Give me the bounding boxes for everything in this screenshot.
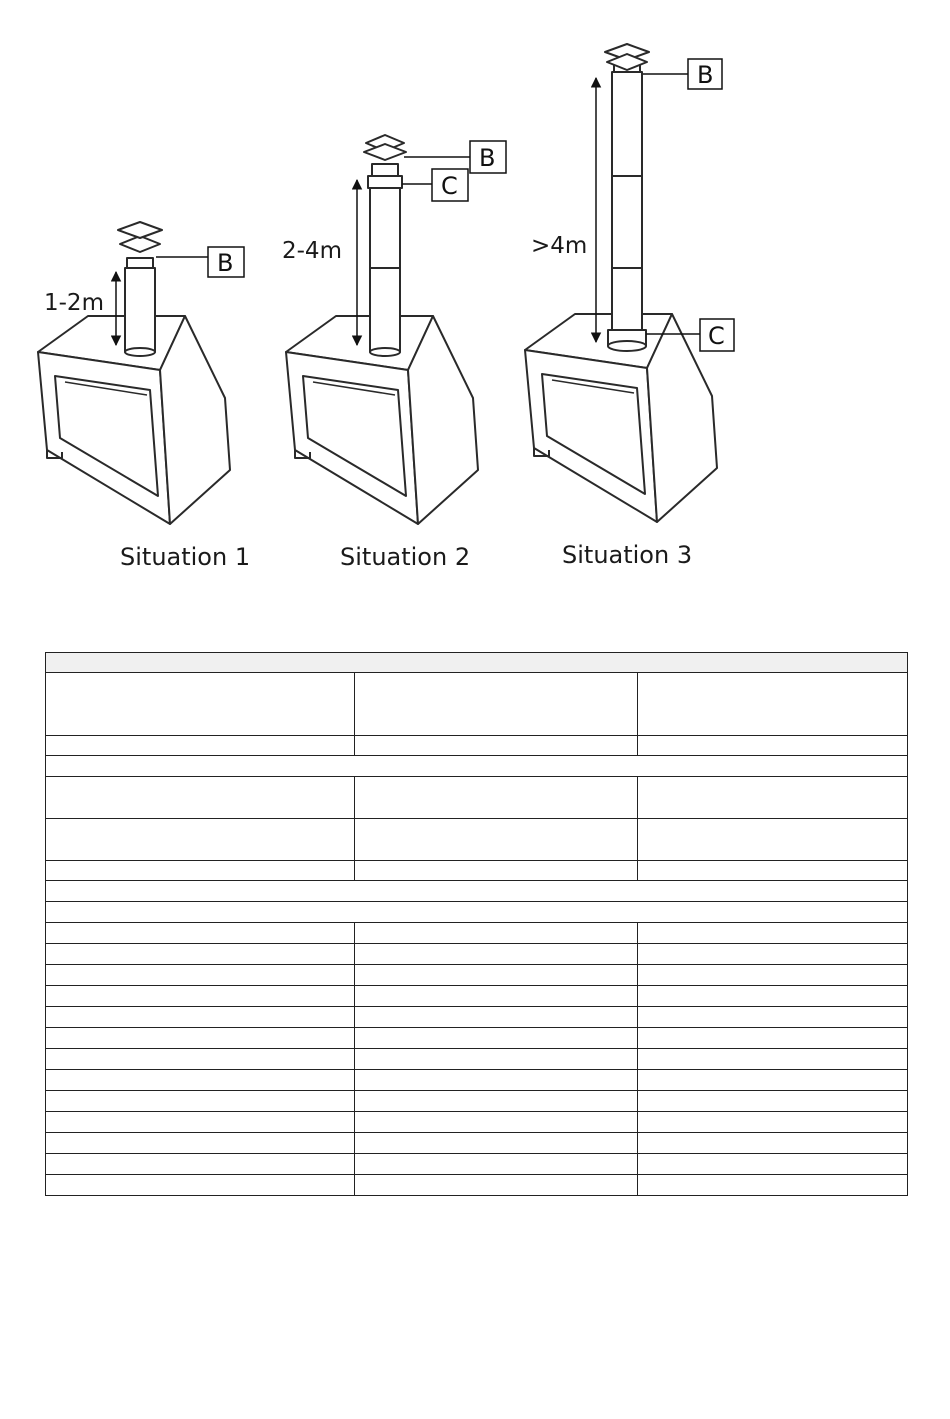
table-cell (46, 1133, 355, 1154)
table-cell (355, 861, 638, 881)
table-cell (46, 1007, 355, 1028)
table-cell (46, 902, 908, 923)
table-row (46, 673, 908, 736)
table-cell (638, 673, 908, 736)
table-cell (46, 1049, 355, 1070)
table-row (46, 1070, 908, 1091)
table-cell (355, 777, 638, 819)
table-row (46, 1175, 908, 1196)
height-label-3: >4m (531, 233, 588, 259)
specification-table (45, 652, 908, 1196)
table-cell (638, 944, 908, 965)
table-cell (46, 1091, 355, 1112)
part-label-b-3: B (697, 61, 714, 89)
table-row (46, 756, 908, 777)
table-cell (355, 1175, 638, 1196)
table-row (46, 965, 908, 986)
table-cell (638, 1175, 908, 1196)
table-row (46, 736, 908, 756)
table-row (46, 1091, 908, 1112)
table-cell (46, 777, 355, 819)
table-cell (46, 944, 355, 965)
table-cell (638, 1112, 908, 1133)
table-cell (46, 861, 355, 881)
table-cell (46, 673, 355, 736)
table-cell (355, 1133, 638, 1154)
table-cell (638, 965, 908, 986)
table-cell (638, 1154, 908, 1175)
table-row (46, 777, 908, 819)
flue-pipe-1 (125, 268, 155, 352)
table-row (46, 1049, 908, 1070)
table-row (46, 1028, 908, 1049)
table-row (46, 923, 908, 944)
table-cell (46, 1175, 355, 1196)
part-label-c-2: C (441, 172, 458, 200)
table-cell (638, 1070, 908, 1091)
table-cell (355, 1091, 638, 1112)
table-cell (355, 1154, 638, 1175)
table-cell (46, 923, 355, 944)
table-cell (46, 1070, 355, 1091)
table-cell (638, 777, 908, 819)
table-cell (355, 1007, 638, 1028)
table-cell (355, 986, 638, 1007)
table-cell (638, 1049, 908, 1070)
table-cell (46, 653, 908, 673)
table-cell (638, 1028, 908, 1049)
table-cell (355, 1049, 638, 1070)
part-label-c-3: C (708, 322, 725, 350)
table-cell (355, 673, 638, 736)
table-row (46, 902, 908, 923)
table-cell (355, 1028, 638, 1049)
table-cell (355, 944, 638, 965)
table-row (46, 1133, 908, 1154)
table-cell (355, 736, 638, 756)
flue-pipe-3 (612, 72, 642, 330)
table-cell (638, 819, 908, 861)
table-cell (46, 881, 908, 902)
height-label-1: 1-2m (44, 290, 104, 316)
table-row (46, 819, 908, 861)
flue-situations-diagram (0, 0, 950, 600)
table-cell (46, 756, 908, 777)
height-label-2: 2-4m (282, 238, 342, 264)
table-cell (46, 819, 355, 861)
table-cell (355, 923, 638, 944)
table-cell (46, 736, 355, 756)
table-row (46, 1007, 908, 1028)
table-cell (638, 923, 908, 944)
table-cell (355, 1112, 638, 1133)
table-cell (46, 1028, 355, 1049)
situation-3-illustration (525, 44, 717, 522)
table-cell (638, 1133, 908, 1154)
table-cell (355, 819, 638, 861)
table-row (46, 1154, 908, 1175)
table-row (46, 653, 908, 673)
stove-side (160, 316, 230, 524)
table-cell (46, 1154, 355, 1175)
table-cell (355, 1070, 638, 1091)
table-cell (638, 1007, 908, 1028)
table-cell (638, 1091, 908, 1112)
table-row (46, 986, 908, 1007)
part-label-b-2: B (479, 144, 496, 172)
caption-situation-2: Situation 2 (340, 543, 471, 571)
table-cell (355, 965, 638, 986)
table-row (46, 1112, 908, 1133)
table-cell (638, 986, 908, 1007)
caption-situation-1: Situation 1 (120, 543, 251, 571)
table-row (46, 944, 908, 965)
table-row (46, 881, 908, 902)
stove-side (408, 316, 478, 524)
table-cell (46, 965, 355, 986)
table-cell (46, 986, 355, 1007)
table-cell (638, 736, 908, 756)
part-label-b-1: B (217, 249, 234, 277)
caption-situation-3: Situation 3 (562, 541, 693, 569)
situation-1-illustration (38, 222, 230, 524)
table-row (46, 861, 908, 881)
table-cell (46, 1112, 355, 1133)
adaptor-c-2 (368, 176, 402, 188)
table-cell (638, 861, 908, 881)
